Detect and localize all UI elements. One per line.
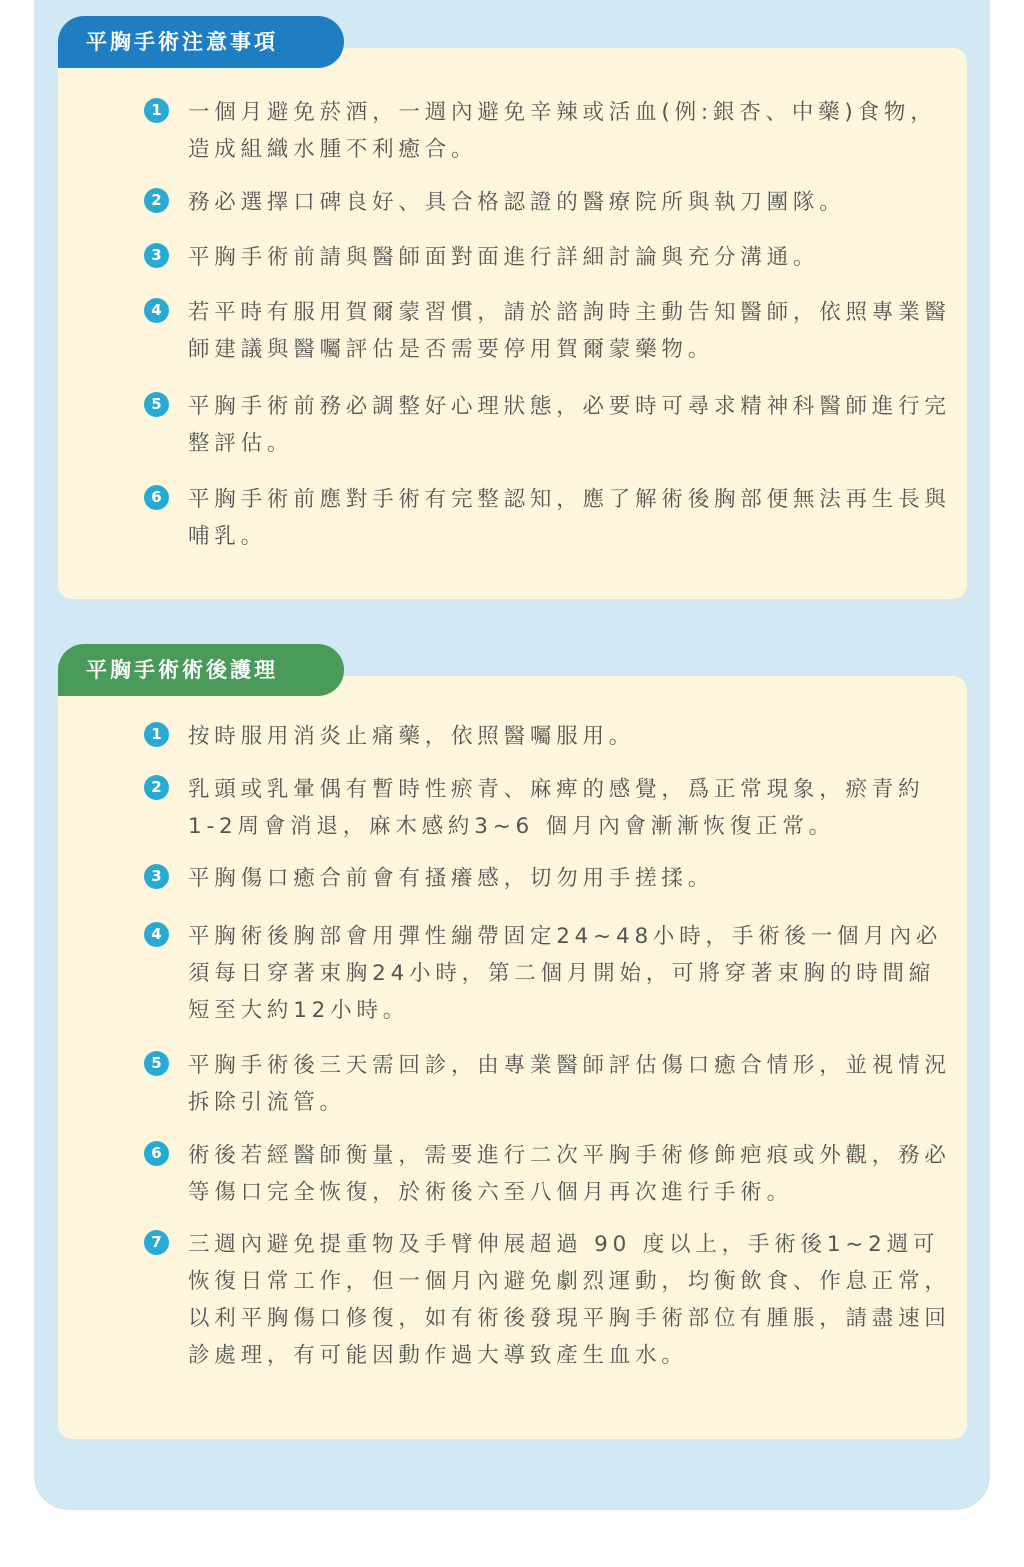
precautions-title: 平胸手術注意事項 <box>58 16 344 68</box>
number-badge: 2 <box>144 775 169 800</box>
list-item-text: 乳頭或乳暈偶有暫時性瘀青、麻痺的感覺，爲正常現象，瘀青約1-2周會消退，麻木感約3~6 個月內會漸漸恢復正常。 <box>188 777 925 839</box>
list-item-text: 務必選擇口碑良好、具合格認證的醫療院所與執刀團隊。 <box>188 190 846 215</box>
number-badge: 2 <box>144 188 169 213</box>
list-item-text: 三週內避免提重物及手臂伸展超過 90 度以上，手術後1~2週可恢復日常工作，但一個月內避免劇烈運動，均衡飲食、作息正常，以利平胸傷口修復，如有術後發現平胸手術部位有腫脹，請盡速回診處理，有可能因動作過大導致產生血水。 <box>188 1232 951 1368</box>
precautions-card <box>58 48 967 599</box>
number-badge: 4 <box>144 298 169 323</box>
number-badge: 6 <box>144 485 169 510</box>
list-item-text: 若平時有服用賀爾蒙習慣，請於諮詢時主動告知醫師，依照專業醫師建議與醫囑評估是否需要停用賀爾蒙藥物。 <box>188 300 951 362</box>
precautions-list <box>58 48 967 599</box>
number-badge: 3 <box>144 864 169 889</box>
list-item-text: 按時服用消炎止痛藥，依照醫囑服用。 <box>188 724 636 749</box>
list-item-text: 平胸手術前應對手術有完整認知，應了解術後胸部便無法再生長與哺乳。 <box>188 487 951 549</box>
number-badge: 7 <box>144 1230 169 1255</box>
list-item-text: 平胸傷口癒合前會有搔癢感，切勿用手搓揉。 <box>188 866 715 891</box>
list-item-text: 一個月避免菸酒，一週內避免辛辣或活血(例:銀杏、中藥)食物，造成組織水腫不利癒合。 <box>188 100 937 162</box>
aftercare-title: 平胸手術術後護理 <box>58 644 344 696</box>
number-badge: 4 <box>144 922 169 947</box>
number-badge: 5 <box>144 392 169 417</box>
number-badge: 3 <box>144 243 169 268</box>
number-badge: 6 <box>144 1141 169 1166</box>
list-item-text: 平胸術後胸部會用彈性繃帶固定24~48小時，手術後一個月內必須每日穿著束胸24小時，第二個月開始，可將穿著束胸的時間縮短至大約12小時。 <box>188 924 943 1023</box>
list-item-text: 平胸手術前務必調整好心理狀態，必要時可尋求精神科醫師進行完整評估。 <box>188 394 951 456</box>
aftercare-card <box>58 676 967 1439</box>
list-item-text: 平胸手術後三天需回診，由專業醫師評估傷口癒合情形，並視情況拆除引流管。 <box>188 1053 951 1115</box>
number-badge: 1 <box>144 722 169 747</box>
number-badge: 5 <box>144 1051 169 1076</box>
list-item-text: 平胸手術前請與醫師面對面進行詳細討論與充分溝通。 <box>188 245 820 270</box>
aftercare-list <box>58 676 967 1439</box>
list-item-text: 術後若經醫師衡量，需要進行二次平胸手術修飾疤痕或外觀，務必等傷口完全恢復，於術後六至八個月再次進行手術。 <box>188 1143 951 1205</box>
number-badge: 1 <box>144 98 169 123</box>
